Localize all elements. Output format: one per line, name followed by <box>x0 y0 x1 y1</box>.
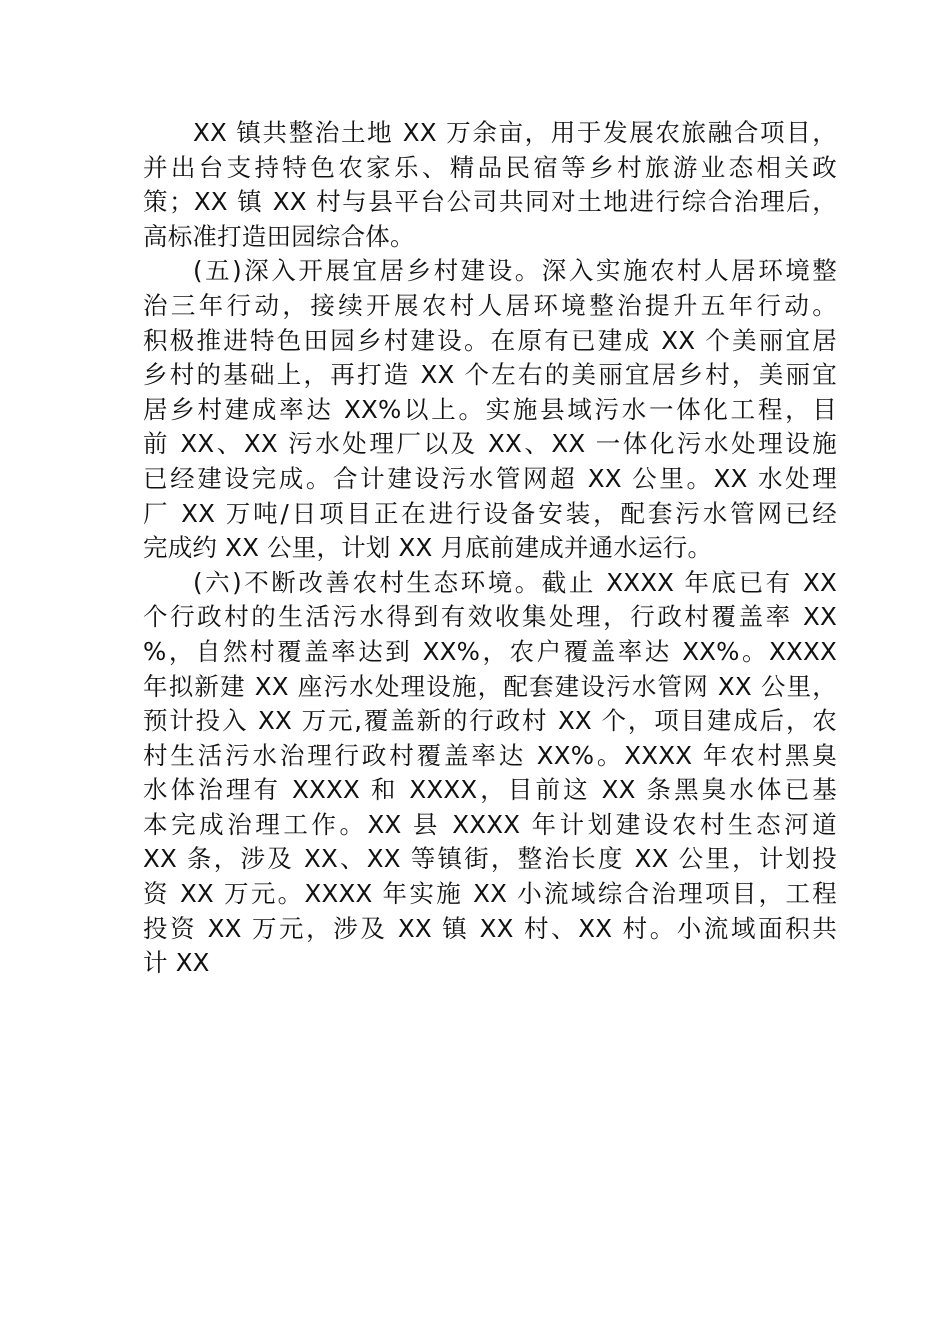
text-line: 已经建设完成。合计建设污水管网超 XX 公里。XX 水处理 <box>143 463 837 493</box>
paragraph-land-consolidation <box>143 116 837 254</box>
paragraph-ecological-environment <box>143 566 837 981</box>
text-line: 资 XX 万元。XXXX 年实施 XX 小流域综合治理项目，工程 <box>143 879 837 909</box>
text-line: 水体治理有 XXXX 和 XXXX，目前这 XX 条黑臭水体已基 <box>143 775 837 805</box>
text-line: 预计投入 XX 万元,覆盖新的行政村 XX 个，项目建成后，农 <box>143 706 837 736</box>
text-line: 村生活污水治理行政村覆盖率达 XX%。XXXX 年农村黑臭 <box>143 740 837 770</box>
text-line: 厂 XX 万吨/日项目正在进行设备安装，配套污水管网已经 <box>143 498 837 528</box>
text-line: XX 镇共整治土地 XX 万余亩，用于发展农旅融合项目， <box>193 118 837 147</box>
text-line: 个行政村的生活污水得到有效收集处理，行政村覆盖率 XX <box>143 602 837 632</box>
text-line: 策；XX 镇 XX 村与县平台公司共同对土地进行综合治理后， <box>143 187 837 217</box>
text-line: 居乡村建成率达 XX%以上。实施县域污水一体化工程，目 <box>143 394 837 424</box>
text-line: XX 条，涉及 XX、XX 等镇街，整治长度 XX 公里，计划投 <box>143 844 837 874</box>
text-line: 积极推进特色田园乡村建设。在原有已建成 XX 个美丽宜居 <box>143 325 837 355</box>
text-line: 治三年行动，接续开展农村人居环境整治提升五年行动。 <box>143 290 837 320</box>
text-line: 完成约 XX 公里，计划 XX 月底前建成并通水运行。 <box>143 533 713 563</box>
document-body <box>143 116 837 981</box>
text-line: 投资 XX 万元，涉及 XX 镇 XX 村、XX 村。小流域面积共 <box>143 913 837 943</box>
text-line: 乡村的基础上，再打造 XX 个左右的美丽宜居乡村，美丽宜 <box>143 360 837 390</box>
text-line: 高标准打造田园综合体。 <box>143 221 415 251</box>
text-line: 并出台支持特色农家乐、精品民宿等乡村旅游业态相关政 <box>143 152 837 182</box>
text-line: 前 XX、XX 污水处理厂以及 XX、XX 一体化污水处理设施 <box>143 429 837 459</box>
paragraph-livable-village <box>143 254 837 565</box>
text-line: 本完成治理工作。XX 县 XXXX 年计划建设农村生态河道 <box>143 809 837 839</box>
text-line: %，自然村覆盖率达到 XX%，农户覆盖率达 XX%。XXXX <box>143 636 837 666</box>
text-line: 计 XX <box>143 948 210 978</box>
text-line: (六)不断改善农村生态环境。截止 XXXX 年底已有 XX <box>193 567 837 597</box>
text-line: 年拟新建 XX 座污水处理设施，配套建设污水管网 XX 公里， <box>143 671 837 701</box>
text-line: (五)深入开展宜居乡村建设。深入实施农村人居环境整 <box>193 256 837 286</box>
